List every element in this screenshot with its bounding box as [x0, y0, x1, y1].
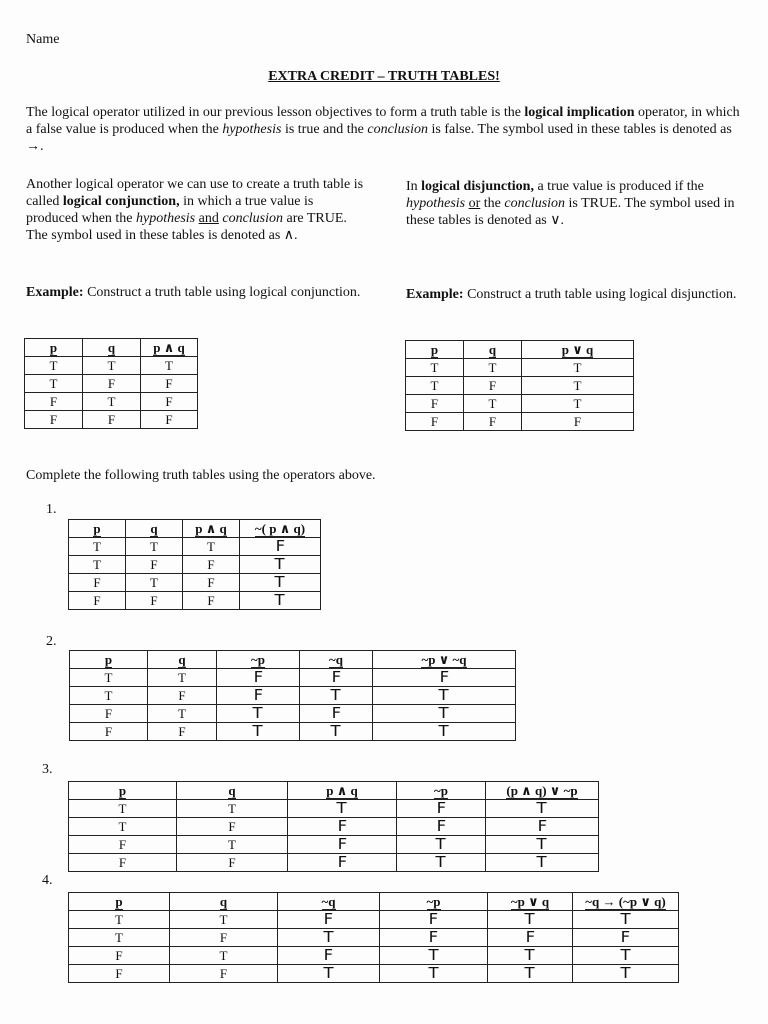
table-row	[70, 723, 516, 741]
table-cell: T	[69, 929, 170, 947]
table-cell: T	[25, 375, 83, 393]
table-cell: T	[141, 357, 198, 375]
truth-table-2	[69, 650, 516, 741]
table-cell: F	[69, 854, 177, 872]
table-cell: F	[69, 836, 177, 854]
table-row	[70, 687, 516, 705]
table-cell: T	[69, 818, 177, 836]
column-header: (p ∧ q) ∨ ~p	[486, 782, 599, 800]
table-row	[70, 705, 516, 723]
column-header: p ∧ q	[183, 520, 240, 538]
table-row	[69, 556, 321, 574]
handwritten-answer-cell: T	[380, 947, 488, 965]
table-row	[69, 854, 599, 872]
table-cell: F	[83, 411, 141, 429]
column-header: ~p	[217, 651, 300, 669]
table-cell: T	[126, 538, 183, 556]
handwritten-answer-cell: F	[397, 800, 486, 818]
table-cell: T	[83, 393, 141, 411]
table-row	[70, 669, 516, 687]
disjunction-table	[405, 340, 634, 431]
table-cell: F	[25, 393, 83, 411]
table-header-row	[406, 341, 634, 359]
column-header: ~p ∨ ~q	[373, 651, 516, 669]
handwritten-answer-cell: T	[240, 556, 321, 574]
table-row	[406, 377, 634, 395]
handwritten-answer-cell: T	[240, 574, 321, 592]
conjunction-example: Example: Construct a truth table using logical conjunction.	[26, 285, 361, 300]
handwritten-answer-cell: F	[373, 669, 516, 687]
table-cell: F	[183, 574, 240, 592]
handwritten-answer-cell: F	[288, 854, 397, 872]
column-header: q	[464, 341, 522, 359]
table-row	[69, 965, 679, 983]
table-cell: F	[69, 592, 126, 610]
table-row	[25, 375, 198, 393]
table-cell: T	[148, 669, 217, 687]
table-row	[69, 836, 599, 854]
table-header-row	[69, 782, 599, 800]
table-cell: T	[464, 359, 522, 377]
table-cell: T	[183, 538, 240, 556]
intro-paragraph: The logical operator utilized in our previous lesson objectives to form a truth table is the logical implication operator, in which a false value is produced when the hypothesis is true and the conclusion is false. The symbol used in these tables is denoted as →.	[26, 105, 740, 154]
handwritten-answer-cell: T	[573, 947, 679, 965]
page-title: EXTRA CREDIT – TRUTH TABLES!	[268, 69, 500, 84]
handwritten-answer-cell: T	[373, 723, 516, 741]
table-cell: T	[69, 538, 126, 556]
table-cell: F	[141, 393, 198, 411]
handwritten-answer-cell: F	[573, 929, 679, 947]
table-cell: T	[522, 395, 634, 413]
handwritten-answer-cell: F	[300, 669, 373, 687]
handwritten-answer-cell: T	[300, 723, 373, 741]
column-header: ~q	[300, 651, 373, 669]
table-cell: F	[69, 965, 170, 983]
table-cell: F	[70, 723, 148, 741]
instructions: Complete the following truth tables using the operators above.	[26, 468, 376, 483]
column-header: q	[83, 339, 141, 357]
column-header: p	[406, 341, 464, 359]
handwritten-answer-cell: F	[397, 818, 486, 836]
column-header: p	[69, 520, 126, 538]
handwritten-answer-cell: T	[397, 854, 486, 872]
table-cell: T	[69, 800, 177, 818]
truth-table-4	[68, 892, 679, 983]
table-cell: T	[70, 687, 148, 705]
handwritten-answer-cell: T	[486, 854, 599, 872]
column-header: p	[69, 782, 177, 800]
handwritten-answer-cell: T	[488, 965, 573, 983]
table-cell: T	[25, 357, 83, 375]
table-row	[69, 592, 321, 610]
table-cell: T	[406, 377, 464, 395]
question-number-2: 2.	[46, 634, 57, 649]
table-cell: F	[177, 854, 288, 872]
column-header: p ∨ q	[522, 341, 634, 359]
table-cell: F	[406, 395, 464, 413]
handwritten-answer-cell: F	[380, 911, 488, 929]
table-cell: F	[464, 413, 522, 431]
question-number-4: 4.	[42, 873, 53, 888]
handwritten-answer-cell: T	[486, 836, 599, 854]
table-row	[69, 800, 599, 818]
table-cell: T	[83, 357, 141, 375]
question-number-3: 3.	[42, 762, 53, 777]
handwritten-answer-cell: T	[397, 836, 486, 854]
handwritten-answer-cell: T	[573, 965, 679, 983]
table-cell: F	[522, 413, 634, 431]
table-header-row	[25, 339, 198, 357]
table-row	[25, 411, 198, 429]
handwritten-answer-cell: F	[278, 947, 380, 965]
column-header: ~p ∨ q	[488, 893, 573, 911]
column-header: p	[70, 651, 148, 669]
table-row	[406, 395, 634, 413]
table-cell: T	[170, 911, 278, 929]
column-header: p	[69, 893, 170, 911]
table-cell: F	[148, 687, 217, 705]
table-cell: T	[70, 669, 148, 687]
column-header: q	[170, 893, 278, 911]
handwritten-answer-cell: T	[300, 687, 373, 705]
handwritten-answer-cell: F	[217, 687, 300, 705]
table-header-row	[69, 520, 321, 538]
handwritten-answer-cell: F	[488, 929, 573, 947]
handwritten-answer-cell: T	[288, 800, 397, 818]
table-cell: F	[464, 377, 522, 395]
truth-table-1	[68, 519, 321, 610]
handwritten-answer-cell: T	[573, 911, 679, 929]
column-header: p ∧ q	[141, 339, 198, 357]
table-cell: F	[69, 947, 170, 965]
table-cell: T	[126, 574, 183, 592]
table-cell: T	[170, 947, 278, 965]
conjunction-paragraph: Another logical operator we can use to create a truth table is called logical conjunction, in which a true value is produced when the hypothesis and conclusion are TRUE. The symbol used in these tables is denoted as ∧.	[26, 177, 364, 243]
column-header: ~p	[380, 893, 488, 911]
disjunction-paragraph: In logical disjunction, a true value is produced if the hypothesis or the conclusion is TRUE. The symbol used in these tables is denoted as ∨.	[406, 179, 735, 228]
table-cell: F	[183, 592, 240, 610]
column-header: ~( p ∧ q)	[240, 520, 321, 538]
table-cell: T	[69, 911, 170, 929]
question-number-1: 1.	[46, 502, 57, 517]
table-row	[406, 413, 634, 431]
handwritten-answer-cell: T	[373, 705, 516, 723]
handwritten-answer-cell: F	[288, 836, 397, 854]
column-header: p	[25, 339, 83, 357]
conjunction-table	[24, 338, 198, 429]
column-header: q	[148, 651, 217, 669]
table-cell: F	[406, 413, 464, 431]
table-cell: F	[126, 592, 183, 610]
handwritten-answer-cell: T	[488, 947, 573, 965]
handwritten-answer-cell: T	[217, 723, 300, 741]
column-header: p ∧ q	[288, 782, 397, 800]
table-row	[69, 947, 679, 965]
table-row	[69, 574, 321, 592]
column-header: ~p	[397, 782, 486, 800]
table-cell: T	[464, 395, 522, 413]
table-cell: T	[522, 359, 634, 377]
table-cell: T	[522, 377, 634, 395]
truth-table-3	[68, 781, 599, 872]
table-cell: F	[148, 723, 217, 741]
handwritten-answer-cell: T	[240, 592, 321, 610]
table-row	[406, 359, 634, 377]
table-cell: F	[141, 411, 198, 429]
table-cell: F	[25, 411, 83, 429]
table-cell: T	[406, 359, 464, 377]
table-cell: T	[177, 800, 288, 818]
handwritten-answer-cell: F	[240, 538, 321, 556]
table-row	[69, 818, 599, 836]
table-row	[25, 357, 198, 375]
disjunction-example: Example: Construct a truth table using logical disjunction.	[406, 287, 737, 302]
handwritten-answer-cell: F	[300, 705, 373, 723]
handwritten-answer-cell: F	[380, 929, 488, 947]
table-cell: T	[69, 556, 126, 574]
table-row	[69, 911, 679, 929]
name-label: Name	[26, 32, 60, 47]
handwritten-answer-cell: T	[486, 800, 599, 818]
handwritten-answer-cell: T	[373, 687, 516, 705]
column-header: ~q → (~p ∨ q)	[573, 893, 679, 911]
handwritten-answer-cell: F	[486, 818, 599, 836]
table-cell: T	[148, 705, 217, 723]
handwritten-answer-cell: F	[278, 911, 380, 929]
column-header: q	[177, 782, 288, 800]
table-cell: F	[70, 705, 148, 723]
table-cell: F	[69, 574, 126, 592]
table-row	[69, 929, 679, 947]
handwritten-answer-cell: T	[217, 705, 300, 723]
column-header: ~q	[278, 893, 380, 911]
table-cell: F	[83, 375, 141, 393]
table-cell: F	[126, 556, 183, 574]
handwritten-answer-cell: F	[217, 669, 300, 687]
table-header-row	[69, 893, 679, 911]
handwritten-answer-cell: T	[278, 929, 380, 947]
table-row	[25, 393, 198, 411]
table-cell: F	[141, 375, 198, 393]
column-header: q	[126, 520, 183, 538]
table-cell: F	[170, 965, 278, 983]
table-cell: F	[170, 929, 278, 947]
handwritten-answer-cell: T	[278, 965, 380, 983]
handwritten-answer-cell: T	[380, 965, 488, 983]
table-row	[69, 538, 321, 556]
handwritten-answer-cell: F	[288, 818, 397, 836]
table-header-row	[70, 651, 516, 669]
table-cell: F	[183, 556, 240, 574]
table-cell: T	[177, 836, 288, 854]
table-cell: F	[177, 818, 288, 836]
handwritten-answer-cell: T	[488, 911, 573, 929]
